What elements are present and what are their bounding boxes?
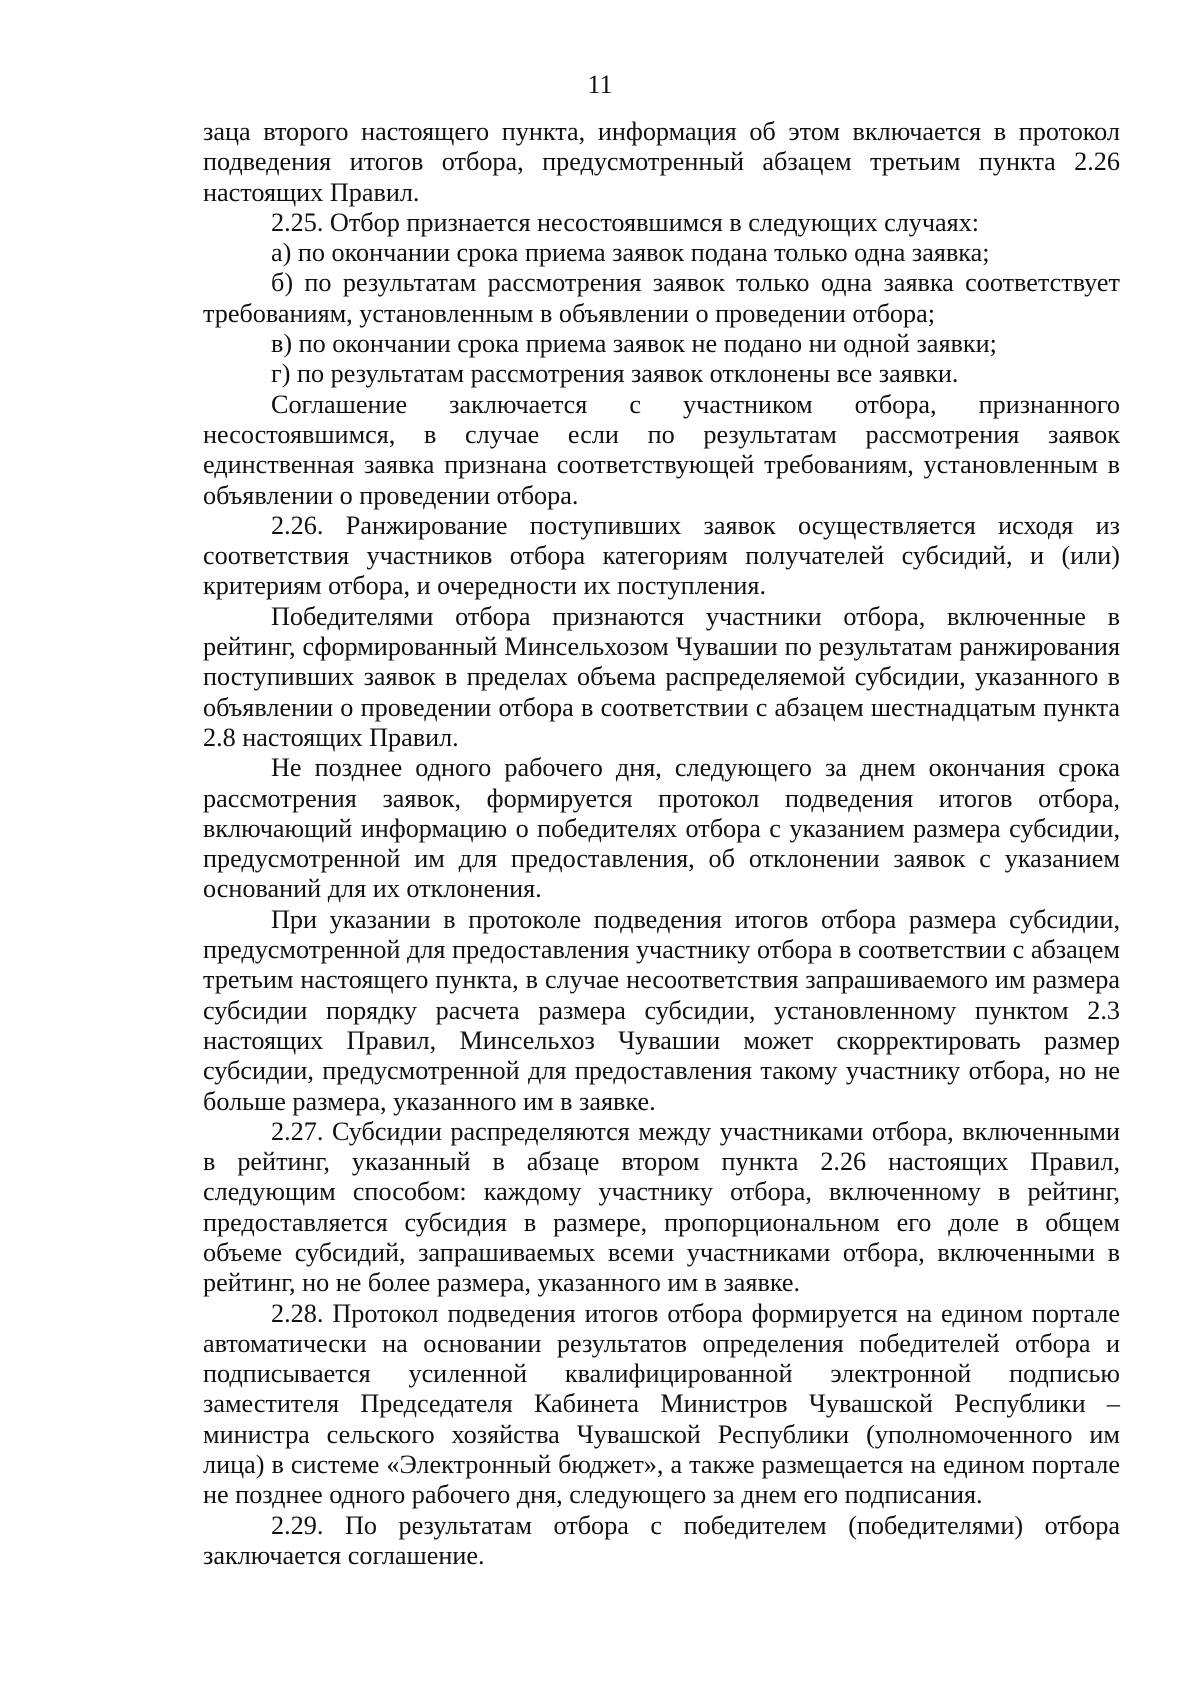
paragraph-2-25: 2.25. Отбор признается несостоявшимся в следующих случаях:: [271, 207, 980, 237]
paragraph-2-26: 2.26. Ранжирование поступивших заявок осуществляется исходя из соответствия участников отбора категориям получателей субсидий, и (или) критериям отбора, и очередности их поступления.: [203, 510, 1120, 601]
paragraph-2-25-g: г) по результатам рассмотрения заявок отклонены все заявки.: [271, 359, 959, 389]
document-body: [203, 117, 1120, 1571]
paragraph-protocol-deadline: Не позднее одного рабочего дня, следующего за днем окончания срока рассмотрения заявок, формируется протокол подведения итогов отбора, включающий информацию о победителях отбора с указанием размера субсидии, предусмотренной им для предоставления, об отклонении заявок с указанием оснований для их отклонения.: [203, 753, 1120, 904]
paragraph-continuation: заца второго настоящего пункта, информация об этом включается в протокол подведения итогов отбора, предусмотренный абзацем третьим пункта 2.26 настоящих Правил.: [203, 117, 1120, 207]
paragraph-2-29: 2.29. По результатам отбора с победителем (победителями) отбора заключается соглашение.: [203, 1510, 1120, 1570]
paragraph-2-28: 2.28. Протокол подведения итогов отбора формируется на едином портале автоматически на основании результатов определения победителей отбора и подписывается усиленной квалифицированной электронной подписью заместителя Председателя Кабинета Министров Чувашской Республики – министра сельского хозяйства Чувашской Республики (уполномоченного им лица) в системе «Электронный бюджет», а также размещается на едином портале не позднее одного рабочего дня, следующего за днем его подписания.: [203, 1298, 1120, 1510]
paragraph-2-27: 2.27. Субсидии распределяются между участниками отбора, включенными в рейтинг, указанный в абзаце втором пункта 2.26 настоящих Правил, следующим способом: каждому участнику отбора, включенному в рейтинг, предоставляется субсидия в размере, пропорциональном его доле в общем объеме субсидий, запрашиваемых всеми участниками отбора, включенными в рейтинг, но не более размера, указанного им в заявке.: [203, 1116, 1120, 1298]
paragraph-agreement-failed-selection: Соглашение заключается с участником отбора, признанного несостоявшимся, в случае если по результатам рассмотрения заявок единственная заявка признана соответствующей требованиям, установленным в объявлении о проведении отбора.: [203, 389, 1120, 510]
paragraph-subsidy-correction: При указании в протоколе подведения итогов отбора размера субсидии, предусмотренной для предоставления участнику отбора в соответствии с абзацем третьим настоящего пункта, в случае несоответствия запрашиваемого им размера субсидии порядку расчета размера субсидии, установленному пунктом 2.3 настоящих Правил, Минсельхоз Чувашии может скорректировать размер субсидии, предусмотренной для предоставления такому участнику отбора, но не больше размера, указанного им в заявке.: [203, 904, 1120, 1116]
page-number: 11: [587, 70, 613, 99]
paragraph-2-25-a: а) по окончании срока приема заявок подана только одна заявка;: [271, 238, 990, 268]
paragraph-winners: Победителями отбора признаются участники отбора, включенные в рейтинг, сформированный Минсельхозом Чувашии по результатам ранжирования поступивших заявок в пределах объема распределяемой субсидии, указанного в объявлении о проведении отбора в соответствии с абзацем шестнадцатым пункта 2.8 настоящих Правил.: [203, 601, 1120, 752]
paragraph-2-25-v: в) по окончании срока приема заявок не подано ни одной заявки;: [271, 329, 997, 359]
paragraph-2-25-b: б) по результатам рассмотрения заявок только одна заявка соответствует требованиям, установленным в объявлении о проведении отбора;: [203, 268, 1120, 328]
